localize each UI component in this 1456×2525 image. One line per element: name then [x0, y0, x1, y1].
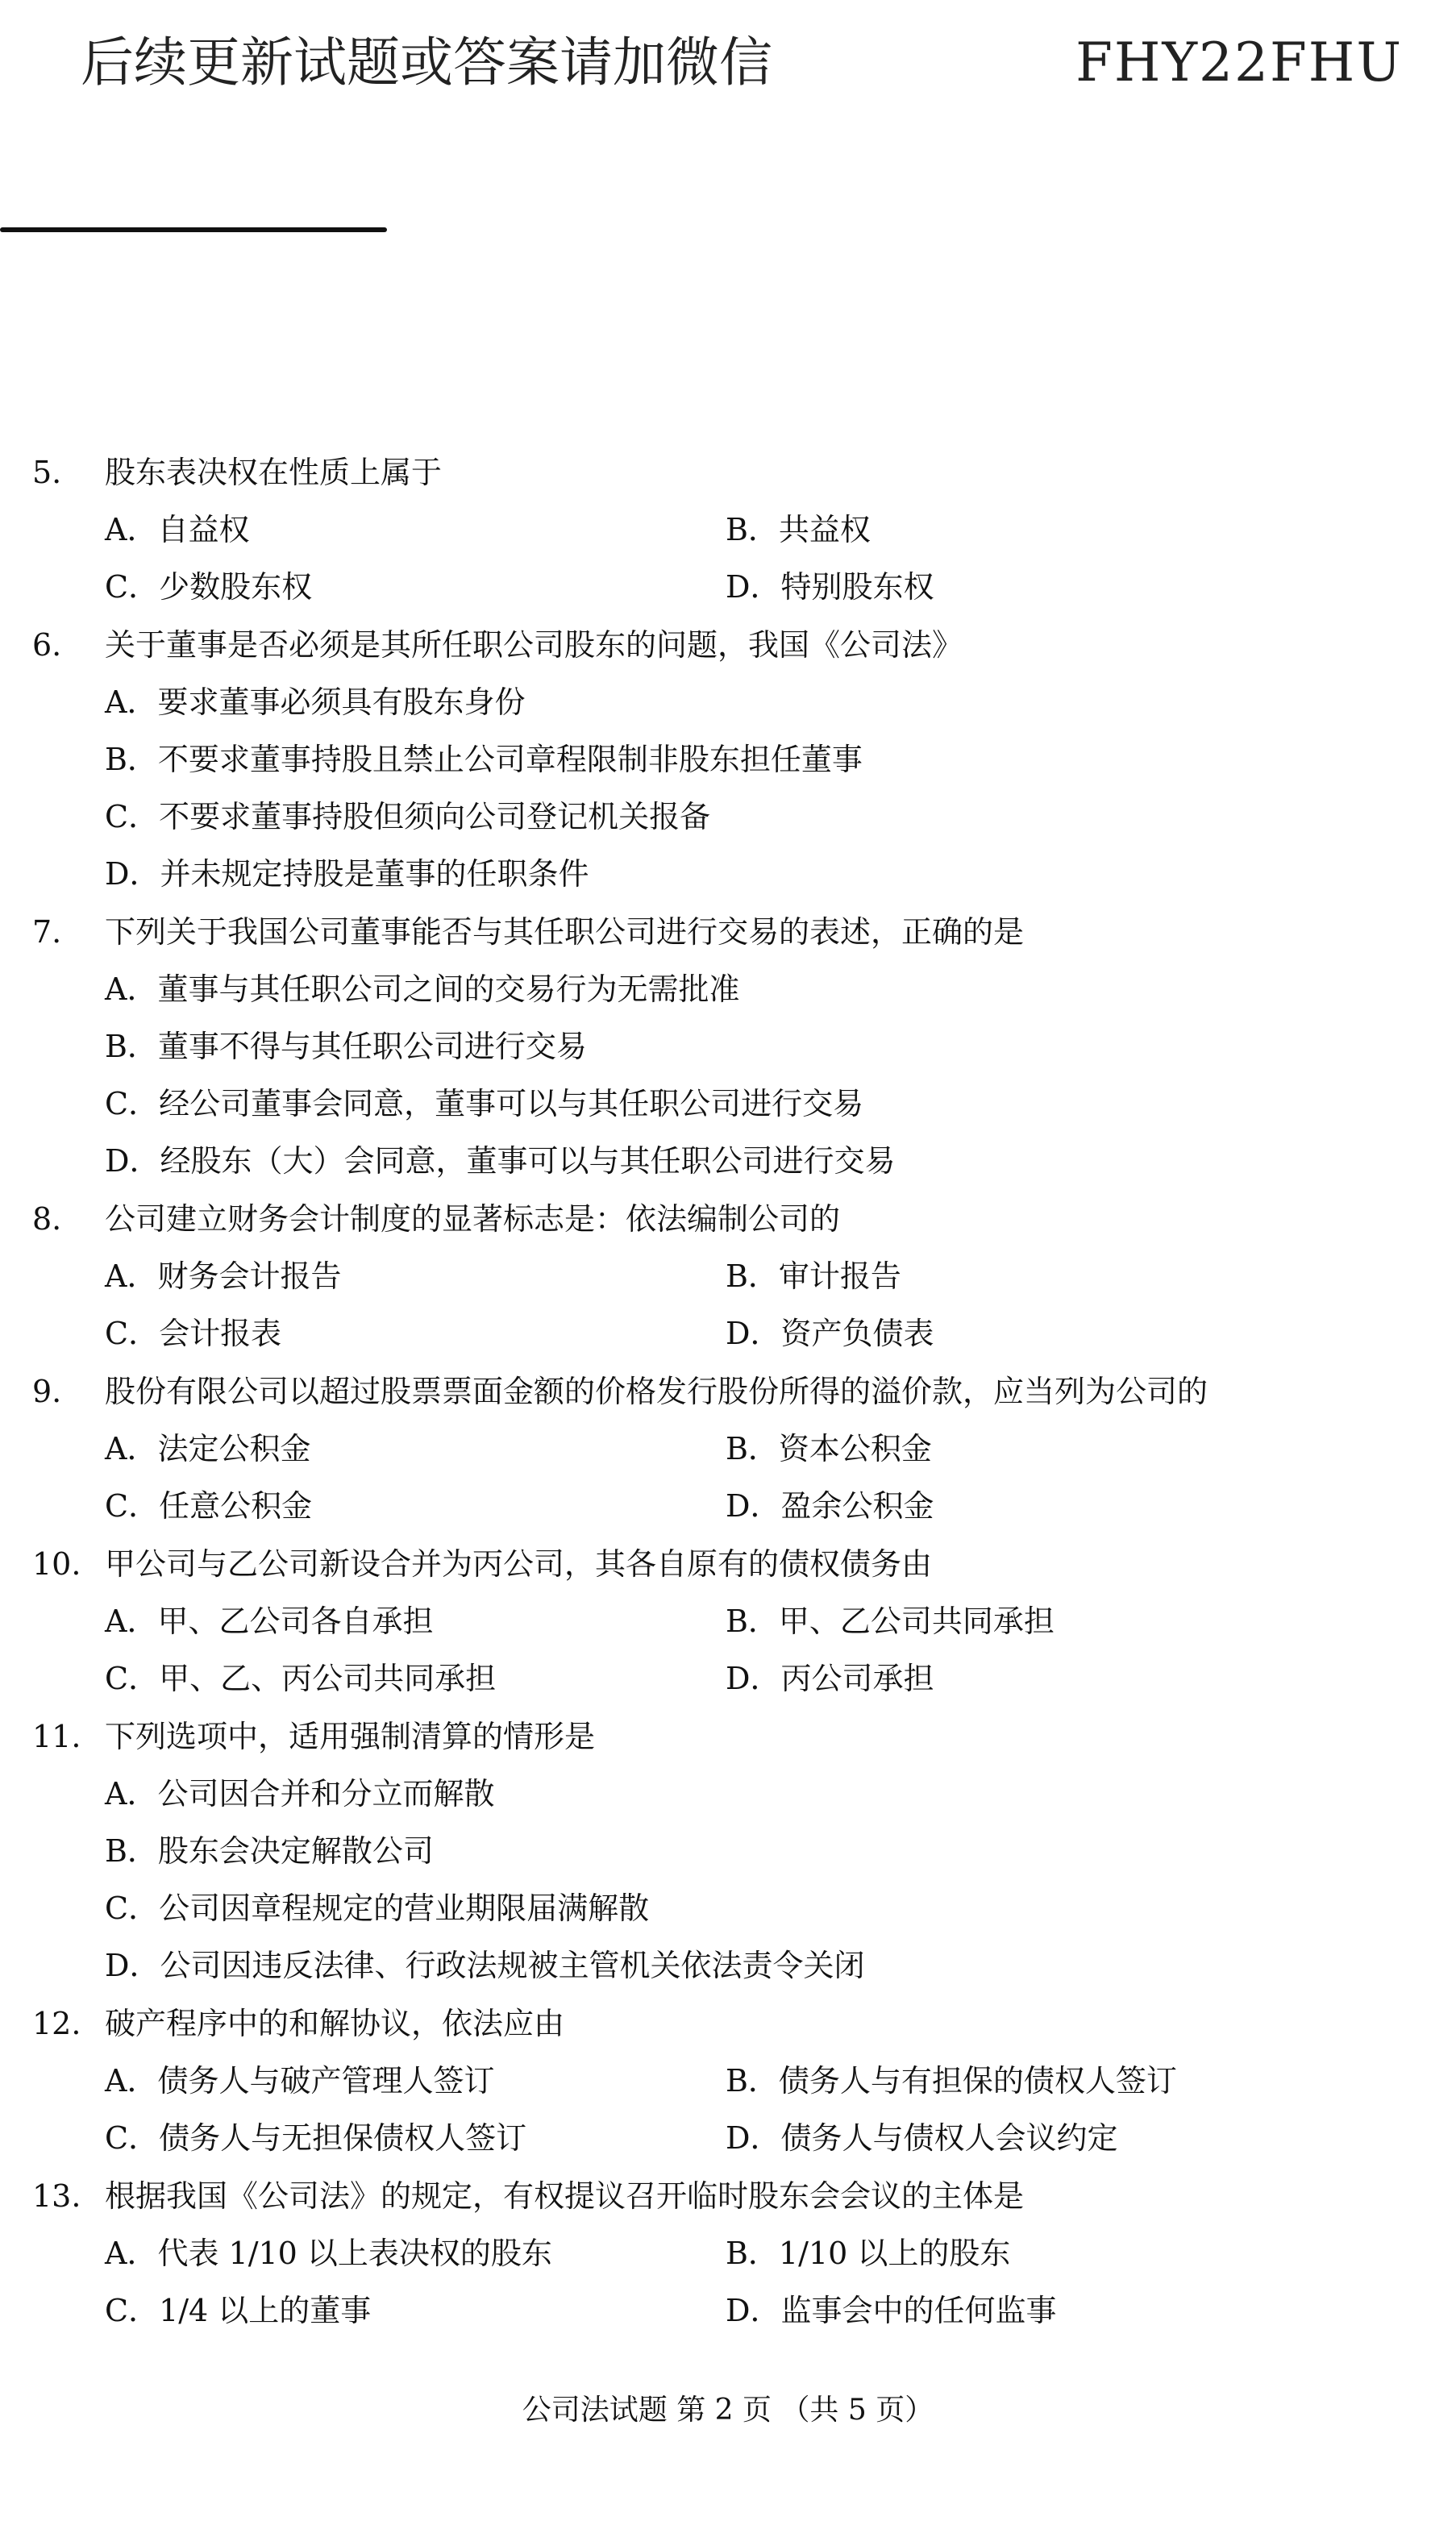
option-b: B．1/10 以上的股东 [726, 2236, 1011, 2271]
option-a: A．公司因合并和分立而解散 [105, 1776, 495, 1812]
question-9 [32, 1362, 1403, 1535]
question-number: 9. [32, 1374, 62, 1409]
option-b: B．董事不得与其任职公司进行交易 [105, 1029, 587, 1064]
option-grid [32, 1421, 1403, 1535]
question-number: 10. [32, 1546, 81, 1582]
question-stem [32, 1535, 1403, 1593]
question-number: 6. [32, 627, 62, 663]
option-a: A．代表 1/10 以上表决权的股东 [105, 2236, 552, 2271]
option-b: B．债务人与有担保的债权人签订 [726, 2063, 1177, 2099]
option-grid [32, 1593, 1403, 1708]
question-number: 7. [32, 914, 62, 950]
option-d: D．监事会中的任何监事 [726, 2293, 1057, 2328]
option-grid [32, 2053, 1403, 2167]
option-b: B．共益权 [726, 512, 871, 547]
option-c: C．会计报表 [105, 1316, 282, 1351]
question-stem [32, 1362, 1403, 1421]
question-number: 13. [32, 2178, 81, 2214]
question-number: 12. [32, 2006, 81, 2041]
option-c: C．债务人与无担保债权人签订 [105, 2120, 527, 2156]
question-text: 甲公司与乙公司新设合并为丙公司，其各自原有的债权债务由 [105, 1546, 933, 1582]
banner-code: FHY22FHU [1075, 31, 1403, 94]
option-b: B．股东会决定解散公司 [105, 1833, 434, 1869]
option-b: B．资本公积金 [726, 1431, 932, 1466]
option-c: C．1/4 以上的董事 [105, 2293, 372, 2328]
question-10 [32, 1535, 1403, 1708]
question-text: 破产程序中的和解协议，依法应由 [105, 2006, 565, 2041]
question-text: 关于董事是否必须是其所任职公司股东的问题，我国《公司法》 [105, 627, 963, 663]
question-stem [32, 903, 1403, 961]
option-c: C．公司因章程规定的营业期限届满解散 [105, 1891, 650, 1926]
option-b: B．甲、乙公司共同承担 [726, 1604, 1055, 1639]
question-text: 根据我国《公司法》的规定，有权提议召开临时股东会会议的主体是 [105, 2178, 1025, 2214]
option-d: D．经股东（大）会同意，董事可以与其任职公司进行交易 [105, 1143, 896, 1179]
option-a: A．法定公积金 [105, 1431, 311, 1466]
option-grid [32, 2225, 1403, 2340]
question-stem [32, 1708, 1403, 1766]
question-text: 下列选项中，适用强制清算的情形是 [105, 1719, 596, 1754]
header-rule [0, 227, 387, 232]
question-list [32, 443, 1403, 2340]
question-text: 公司建立财务会计制度的显著标志是：依法编制公司的 [105, 1201, 841, 1237]
option-c: C．甲、乙、丙公司共同承担 [105, 1661, 497, 1696]
option-d: D．并未规定持股是董事的任职条件 [105, 856, 589, 892]
question-text: 下列关于我国公司董事能否与其任职公司进行交易的表述，正确的是 [105, 914, 1025, 950]
option-b: B．审计报告 [726, 1258, 901, 1294]
question-stem [32, 2167, 1403, 2225]
option-a: A．要求董事必须具有股东身份 [105, 684, 526, 720]
option-c: C．不要求董事持股但须向公司登记机关报备 [105, 799, 711, 834]
question-6 [32, 616, 1403, 903]
question-stem [32, 1190, 1403, 1248]
option-a: A．债务人与破产管理人签订 [105, 2063, 495, 2099]
question-5 [32, 443, 1403, 616]
question-number: 11. [32, 1719, 81, 1754]
question-7 [32, 903, 1403, 1190]
wechat-banner [81, 31, 1403, 95]
question-8 [32, 1190, 1403, 1362]
option-d: D．公司因违反法律、行政法规被主管机关依法责令关闭 [105, 1948, 865, 1983]
option-a: A．自益权 [105, 512, 250, 547]
option-c: C．少数股东权 [105, 569, 313, 605]
question-stem [32, 1995, 1403, 2053]
page-footer: 公司法试题 第 2 页 （共 5 页） [522, 2394, 934, 2427]
option-a: A．财务会计报告 [105, 1258, 342, 1294]
question-number: 8. [32, 1201, 62, 1237]
option-c: C．经公司董事会同意，董事可以与其任职公司进行交易 [105, 1086, 864, 1121]
question-11 [32, 1708, 1403, 1995]
option-d: D．债务人与债权人会议约定 [726, 2120, 1118, 2156]
question-number: 5. [32, 455, 62, 490]
option-grid [32, 1248, 1403, 1362]
option-a: A．董事与其任职公司之间的交易行为无需批准 [105, 971, 740, 1007]
option-c: C．任意公积金 [105, 1488, 313, 1524]
question-text: 股东表决权在性质上属于 [105, 455, 443, 490]
question-stem [32, 616, 1403, 674]
option-d: D．盈余公积金 [726, 1488, 934, 1524]
option-d: D．资产负债表 [726, 1316, 934, 1351]
option-b: B．不要求董事持股且禁止公司章程限制非股东担任董事 [105, 742, 863, 777]
option-d: D．丙公司承担 [726, 1661, 934, 1696]
option-grid [32, 501, 1403, 616]
banner-text: 后续更新试题或答案请加微信 [81, 31, 772, 94]
question-text: 股份有限公司以超过股票票面金额的价格发行股份所得的溢价款，应当列为公司的 [105, 1374, 1208, 1409]
option-a: A．甲、乙公司各自承担 [105, 1604, 434, 1639]
question-13 [32, 2167, 1403, 2340]
question-12 [32, 1995, 1403, 2167]
question-stem [32, 443, 1403, 501]
option-d: D．特别股东权 [726, 569, 934, 605]
